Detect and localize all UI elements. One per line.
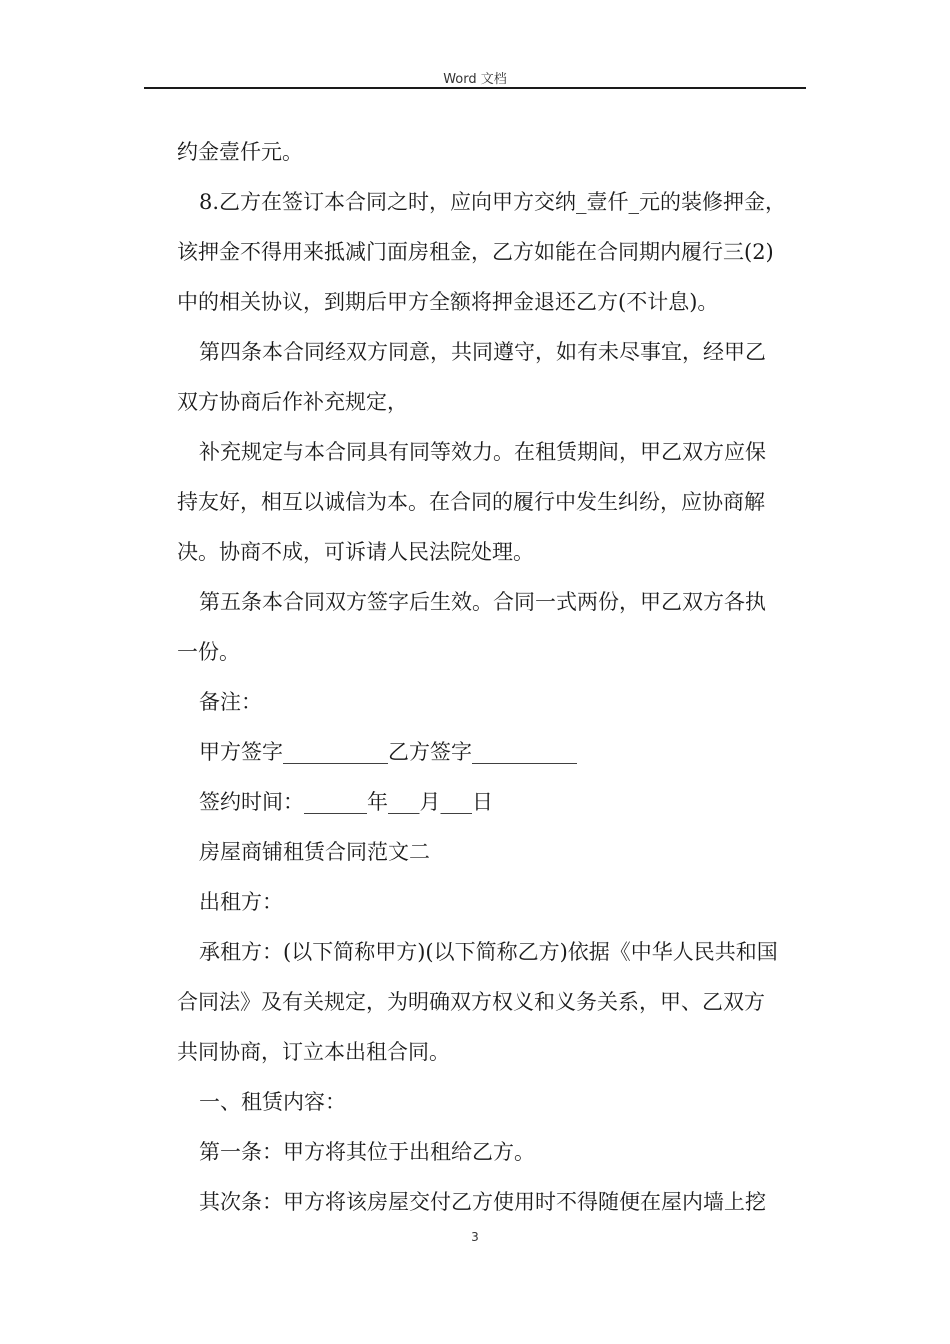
body-line: 第一条：甲方将其位于出租给乙方。 <box>199 1140 535 1164</box>
body-line: 其次条：甲方将该房屋交付乙方使用时不得随便在屋内墙上挖 <box>199 1190 766 1214</box>
body-line: 共同协商，订立本出租合同。 <box>177 1040 450 1064</box>
body-line: 持友好，相互以诚信为本。在合同的履行中发生纠纷，应协商解 <box>177 490 765 514</box>
header-divider <box>144 87 806 89</box>
section-heading: 房屋商铺租赁合同范文二 <box>199 840 430 864</box>
document-body <box>177 127 809 1227</box>
signing-date-line: 签约时间：______年___月___日 <box>199 790 493 814</box>
body-line: 8.乙方在签订本合同之时，应向甲方交纳_壹仟_元的装修押金， <box>199 190 787 214</box>
body-line: 决。协商不成，可诉请人民法院处理。 <box>177 540 534 564</box>
body-line: 第五条本合同双方签字后生效。合同一式两份，甲乙双方各执 <box>199 590 766 614</box>
body-line: 双方协商后作补充规定， <box>177 390 408 414</box>
body-line: 中的相关协议，到期后甲方全额将押金退还乙方(不计息)。 <box>177 290 719 314</box>
body-line: 补充规定与本合同具有同等效力。在租赁期间，甲乙双方应保 <box>199 440 766 464</box>
body-line: 合同法》及有关规定，为明确双方权义和义务关系，甲、乙双方 <box>177 990 765 1014</box>
body-line: 出租方： <box>199 890 283 914</box>
body-line: 承租方：(以下简称甲方)(以下简称乙方)依据《中华人民共和国 <box>199 940 778 964</box>
body-line: 备注： <box>199 690 262 714</box>
body-line: 一份。 <box>177 640 240 664</box>
body-line: 一、租赁内容： <box>199 1090 346 1114</box>
body-line: 该押金不得用来抵减门面房租金，乙方如能在合同期内履行三(2) <box>177 240 774 264</box>
page-number: 3 <box>471 1230 479 1244</box>
body-line: 第四条本合同经双方同意，共同遵守，如有未尽事宜，经甲乙 <box>199 340 766 364</box>
signature-line: 甲方签字__________乙方签字__________ <box>199 740 577 764</box>
page-header-title: Word 文档 <box>443 72 507 87</box>
body-line: 约金壹仟元。 <box>177 140 303 164</box>
